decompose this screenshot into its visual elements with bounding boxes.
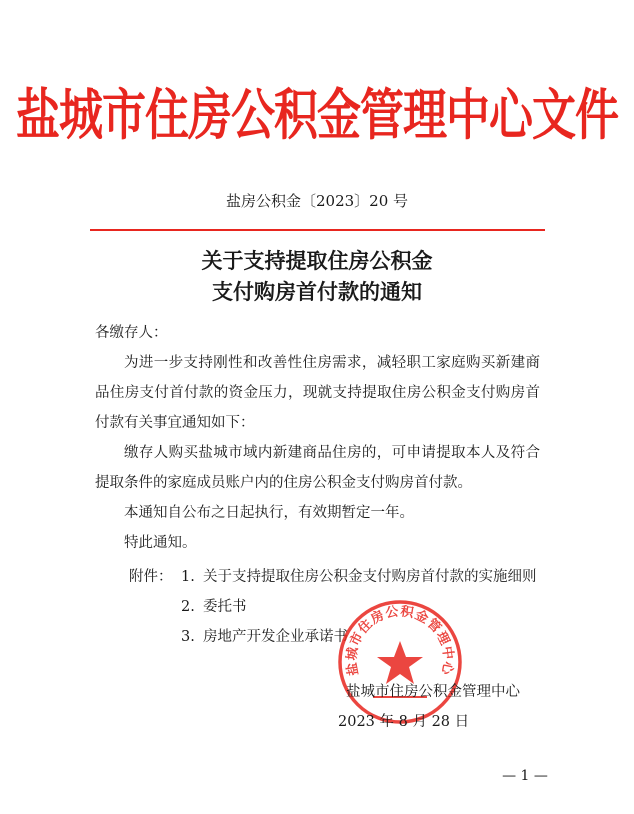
attachment-text: 房地产开发企业承诺书 [203, 629, 348, 645]
attachments-label: 附件： [129, 569, 173, 585]
paragraph: 特此通知。 [124, 535, 197, 551]
attachment-number: 2. [181, 599, 195, 615]
document-number: 盐房公积金〔2023〕20 号 [225, 192, 409, 210]
notice-title-line-1: 关于支持提取住房公积金 [201, 248, 433, 273]
paragraph: 本通知自公布之日起执行，有效期暂定一年。 [124, 505, 414, 521]
attachment-item [129, 562, 579, 592]
body-text [95, 318, 540, 558]
paragraph: 缴存人购买盐城市域内新建商品住房的，可申请提取本人及符合提取条件的家庭成员账户内的住房公积金支付购房首付款。 [95, 445, 540, 491]
page-number: — 1 — [502, 768, 548, 784]
header-title: 盐城市住房公积金管理中心文件 [16, 83, 618, 148]
red-divider [90, 229, 545, 231]
notice-title [0, 245, 634, 307]
paragraph: 为进一步支持刚性和改善性住房需求，减轻职工家庭购买新建商品住房支付首付款的资金压力，现就支持提取住房公积金支付购房首付款有关事宜通知如下： [95, 355, 540, 431]
attachment-number: 3. [181, 629, 195, 645]
svg-text:盐城市住房公积金管理中心: 盐城市住房公积金管理中心 [344, 604, 456, 677]
attachment-text: 关于支持提取住房公积金支付购房首付款的实施细则 [203, 569, 537, 585]
issue-date: 2023 年 8 月 28 日 [338, 714, 470, 730]
attachment-text: 委托书 [203, 599, 247, 615]
salutation: 各缴存人： [95, 325, 168, 341]
notice-title-line-2: 支付购房首付款的通知 [212, 279, 422, 304]
official-seal-icon [335, 597, 465, 727]
attachment-number: 1. [181, 569, 195, 585]
issuer: 盐城市住房公积金管理中心 [346, 684, 520, 700]
